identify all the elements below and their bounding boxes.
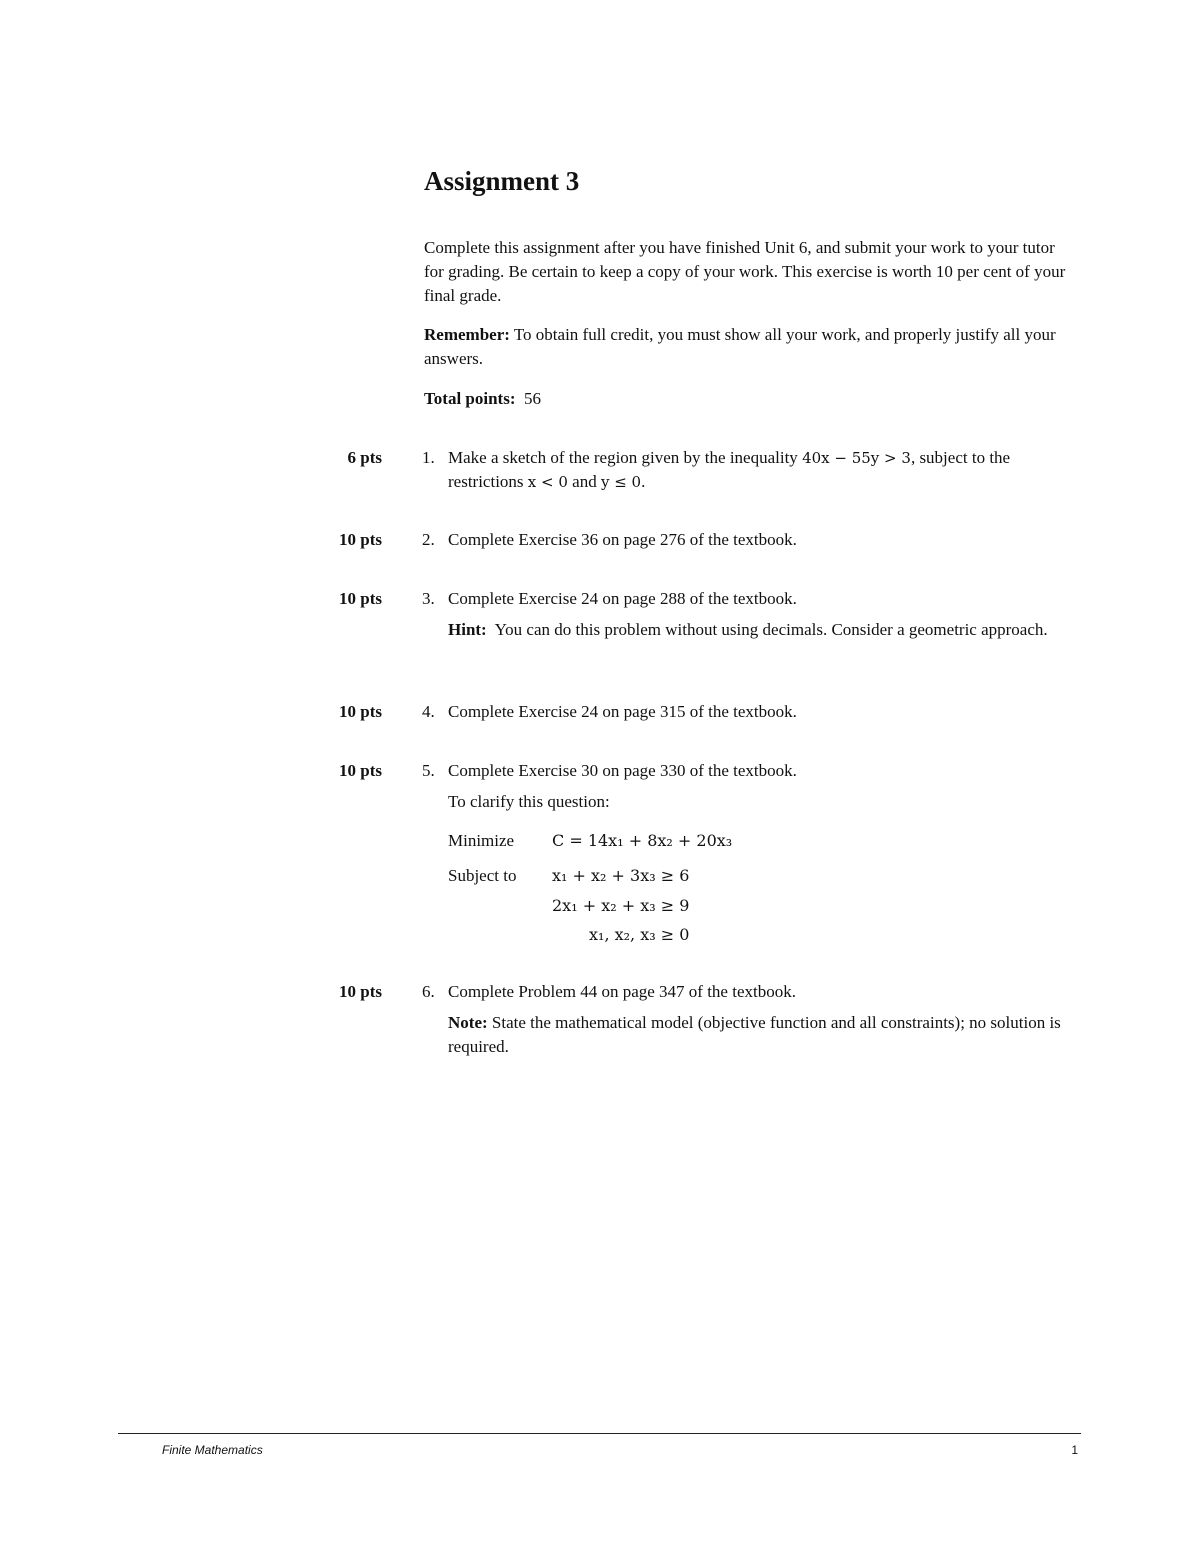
question-number: 1.	[422, 448, 435, 467]
text-segment: .	[641, 472, 646, 491]
question-points: 10 pts	[339, 530, 382, 549]
question-text: Complete Exercise 24 on page 288 of the textbook.	[448, 589, 797, 608]
total-points	[424, 387, 1074, 411]
question-body	[448, 700, 1073, 724]
question-body	[448, 980, 1073, 1059]
remember-label: Remember:	[424, 325, 510, 344]
question-number: 6.	[422, 982, 435, 1001]
question-number: 2.	[422, 530, 435, 549]
question-text	[448, 446, 1073, 494]
minimize-label: Minimize	[448, 831, 515, 850]
subject-to-label: Subject to	[448, 866, 517, 885]
inequality-math: 40x − 55y > 3	[802, 449, 911, 467]
objective-function: C = 14x₁ + 8x₂ + 20x₃	[552, 831, 733, 850]
intro-paragraph: Complete this assignment after you have finished Unit 6, and submit your work to your tutor for grading. Be certain to keep a copy of your work. This exercise is worth 10 per cent of your final grade.	[424, 238, 1066, 305]
text-segment: and	[567, 472, 601, 491]
question-points: 10 pts	[339, 982, 382, 1001]
note-text: State the mathematical model (objective function and all constraints); no solution is required.	[448, 1013, 1061, 1056]
constraint-1: x₁ + x₂ + 3x₃ ≥ 6	[552, 866, 690, 885]
footer-course: Finite Mathematics	[162, 1443, 263, 1457]
page-title: Assignment 3	[424, 166, 580, 196]
restriction-y-math: y ≤ 0	[600, 473, 642, 491]
remember-paragraph	[424, 323, 1074, 371]
hint-paragraph	[448, 618, 1073, 642]
question-points: 10 pts	[339, 761, 382, 780]
question-number: 3.	[422, 589, 435, 608]
restriction-x-math: x < 0	[527, 473, 568, 491]
constraint-2: 2x₁ + x₂ + x₃ ≥ 9	[552, 896, 690, 915]
total-value: 56	[523, 389, 541, 408]
footer-rule	[118, 1433, 1081, 1434]
total-label: Total points:	[424, 389, 516, 408]
note-label: Note:	[448, 1013, 488, 1032]
linear-program	[448, 821, 1073, 956]
question-text: Complete Exercise 36 on page 276 of the textbook.	[448, 530, 797, 549]
question-points: 6 pts	[347, 448, 382, 467]
question-text: Complete Exercise 24 on page 315 of the textbook.	[448, 702, 797, 721]
question-body	[448, 759, 1073, 956]
question-points: 10 pts	[339, 589, 382, 608]
question-points: 10 pts	[339, 702, 382, 721]
clarify-text: To clarify this question:	[448, 792, 610, 811]
question-body	[448, 587, 1073, 642]
text-segment: , subject to the restrictions	[448, 448, 1011, 491]
question-number: 4.	[422, 702, 435, 721]
hint-label: Hint:	[448, 620, 487, 639]
constraint-3: x₁, x₂, x₃ ≥ 0	[589, 925, 690, 944]
question-body	[448, 446, 1073, 494]
footer-page-number: 1	[1071, 1443, 1078, 1457]
note-paragraph	[448, 1011, 1073, 1059]
text-segment: Make a sketch of the region given by the inequality	[448, 448, 803, 467]
question-text: Complete Problem 44 on page 347 of the textbook.	[448, 982, 796, 1001]
hint-text: You can do this problem without using decimals. Consider a geometric approach.	[494, 620, 1048, 639]
remember-text: To obtain full credit, you must show all your work, and properly justify all your answers.	[424, 325, 1056, 368]
question-body	[448, 528, 1073, 552]
question-number: 5.	[422, 761, 435, 780]
question-text: Complete Exercise 30 on page 330 of the textbook.	[448, 761, 797, 780]
